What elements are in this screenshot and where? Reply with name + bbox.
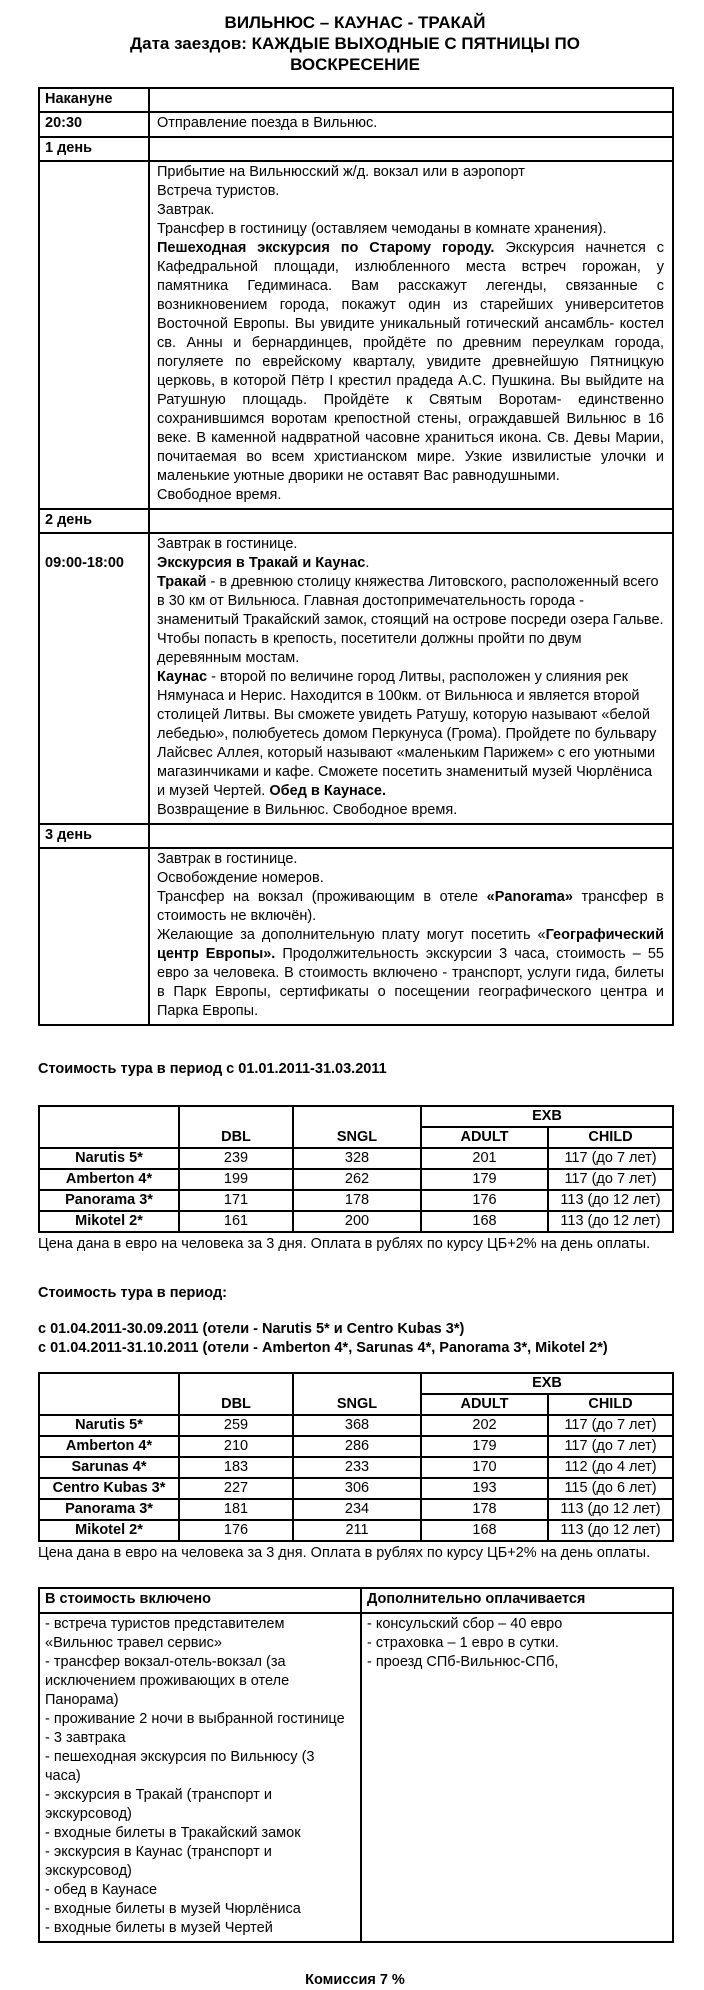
price-row [39, 1457, 673, 1478]
dbl-column-header: DBL [179, 1373, 293, 1415]
price-row [39, 1436, 673, 1457]
dbl-price: 171 [179, 1190, 293, 1211]
pricing2-periods [38, 1320, 672, 1358]
hotel-name: Narutis 5* [39, 1148, 179, 1169]
itinerary-time-cell [39, 161, 149, 509]
price-row [39, 1478, 673, 1499]
text-run: Завтрак. [157, 202, 215, 218]
sngl-price: 328 [293, 1148, 421, 1169]
sngl-price: 234 [293, 1499, 421, 1520]
itinerary-paragraph [157, 573, 664, 668]
pricing1-heading: Стоимость тура в период с 01.01.2011-31.03.2011 [38, 1061, 387, 1077]
exb-child-price: 117 (до 7 лет) [548, 1169, 673, 1190]
exb-adult-price: 193 [421, 1478, 548, 1499]
sngl-column-header: SNGL [293, 1106, 421, 1148]
itinerary-time-cell [39, 112, 149, 137]
itinerary-content-cell [149, 824, 673, 848]
itinerary-paragraph [157, 201, 664, 220]
itinerary-row [39, 161, 673, 509]
dbl-column-header: DBL [179, 1106, 293, 1148]
price-row [39, 1499, 673, 1520]
dbl-price: 239 [179, 1148, 293, 1169]
hotel-name: Mikotel 2* [39, 1520, 179, 1541]
itinerary-time-label: 3 день [45, 827, 93, 843]
exb-adult-price: 168 [421, 1520, 548, 1541]
dbl-price: 161 [179, 1211, 293, 1232]
itinerary-paragraph [157, 668, 664, 801]
dbl-price: 199 [179, 1169, 293, 1190]
exb-child-price: 115 (до 6 лет) [548, 1478, 673, 1499]
text-run: Освобождение номеров. [157, 870, 324, 886]
itinerary-paragraph [157, 220, 664, 239]
price-row [39, 1148, 673, 1169]
itinerary-paragraph [157, 888, 664, 926]
hotel-name: Sarunas 4* [39, 1457, 179, 1478]
text-run: Продолжительность экскурсии 3 часа, стоимость – 55 евро за человека. В стоимость включено - транспорт, услуги гида, билеты в Парк Европы, сертификаты о посещении географического центра и Парка Европы. [157, 946, 664, 1019]
included-header-row [39, 1588, 673, 1613]
title-line-1: ВИЛЬНЮС – КАУНАС - ТРАКАЙ [224, 13, 486, 32]
commission-note: Комиссия 7 % [305, 1972, 405, 1988]
sngl-price: 233 [293, 1457, 421, 1478]
adult-column-header: ADULT [421, 1127, 548, 1148]
itinerary-time-label: 20:30 [45, 115, 83, 131]
exb-child-price: 113 (до 12 лет) [548, 1520, 673, 1541]
itinerary-table [38, 87, 674, 1026]
price-row [39, 1520, 673, 1541]
itinerary-time-cell [39, 824, 149, 848]
included-item: - пешеходная экскурсия по Вильнюсу (3 часа) [45, 1749, 315, 1784]
included-item: - трансфер вокзал-отель-вокзал (за исключением проживающих в отеле Панорама) [45, 1654, 290, 1708]
itinerary-paragraph [157, 182, 664, 201]
pricing2-note: Цена дана в евро на человека за 3 дня. Оплата в рублях по курсу ЦБ+2% на день оплаты. [38, 1545, 651, 1561]
price-row [39, 1211, 673, 1232]
included-item: - проживание 2 ночи в выбранной гостинице [45, 1711, 345, 1727]
included-item: - входные билеты в Тракайский замок [45, 1825, 301, 1841]
child-column-header: CHILD [548, 1127, 673, 1148]
text-run: Каунас [157, 669, 208, 685]
sngl-price: 178 [293, 1190, 421, 1211]
adult-column-header: ADULT [421, 1394, 548, 1415]
included-item: - экскурсия в Каунас (транспорт и экскурсовод) [45, 1844, 272, 1879]
exb-child-price: 117 (до 7 лет) [548, 1436, 673, 1457]
text-run: Пешеходная экскурсия по Старому городу. [157, 240, 506, 256]
text-run: Возвращение в Вильнюс. Свободное время. [157, 802, 458, 818]
itinerary-paragraph [157, 926, 664, 1021]
text-run: Завтрак в гостинице. [157, 851, 298, 867]
text-run: Отправление поезда в Вильнюс. [157, 115, 378, 131]
included-item: - встреча туристов представителем «Вильнюс травел сервис» [45, 1616, 285, 1651]
extra-header: Дополнительно оплачивается [361, 1588, 673, 1613]
itinerary-time-cell [39, 533, 149, 824]
itinerary-time-cell [39, 88, 149, 112]
itinerary-content-cell [149, 533, 673, 824]
hotel-name: Narutis 5* [39, 1415, 179, 1436]
itinerary-time-cell [39, 509, 149, 533]
text-run: - второй по величине город Литвы, расположен у слияния рек Нямунаса и Нерис. Находится в 100км. от Вильнюса и является второй столицей Литвы. Вы сможете увидеть Ратушу, которую называют «белой лебедью», полюбуетесь домом Перкунуса (Грома). Пройдете по бульвару Лайсвес Аллея, который называют «маленьким Парижем» с его уютными магазинчиками и кафе. Сможете посетить знаменитый музей Чюрлёниса и музей Чертей. [157, 669, 657, 799]
dbl-price: 210 [179, 1436, 293, 1457]
price-row [39, 1169, 673, 1190]
itinerary-row [39, 112, 673, 137]
price-row [39, 1415, 673, 1436]
hotel-name: Centro Kubas 3* [39, 1478, 179, 1499]
hotel-column-header [39, 1373, 179, 1415]
itinerary-content-cell [149, 161, 673, 509]
itinerary-time-label: 09:00-18:00 [45, 555, 124, 571]
itinerary-row [39, 137, 673, 161]
pricing-table-1 [38, 1105, 674, 1233]
extra-item: - консульский сбор – 40 евро [367, 1616, 563, 1632]
exb-adult-price: 170 [421, 1457, 548, 1478]
itinerary-row [39, 533, 673, 824]
exb-adult-price: 168 [421, 1211, 548, 1232]
text-run: Трансфер на вокзал (проживающим в отеле [157, 889, 487, 905]
sngl-price: 286 [293, 1436, 421, 1457]
sngl-price: 200 [293, 1211, 421, 1232]
pricing2-period-line: с 01.04.2011-30.09.2011 (отели - Narutis 5* и Centro Kubas 3*) [38, 1321, 465, 1337]
text-run: Прибытие на Вильнюсский ж/д. вокзал или в аэропорт [157, 164, 525, 180]
itinerary-content-cell [149, 88, 673, 112]
itinerary-time-cell [39, 848, 149, 1025]
itinerary-content-cell [149, 137, 673, 161]
included-extra-table [38, 1587, 674, 1943]
itinerary-time-label: 2 день [45, 512, 93, 528]
text-run: Трансфер в гостиницу (оставляем чемоданы в комнате хранения). [157, 221, 607, 237]
sngl-price: 262 [293, 1169, 421, 1190]
text-run: - в древнюю столицу княжества Литовского, расположенный всего в 30 км от Вильнюса. Главная достопримечательность города - знаменитый Тракайский замок, стоящий на острове посреди озера Гальве. Чтобы попасть в крепость, посетители должны пройти по двум деревянным мостам. [157, 574, 664, 666]
exb-child-price: 112 (до 4 лет) [548, 1457, 673, 1478]
dbl-price: 176 [179, 1520, 293, 1541]
hotel-column-header [39, 1106, 179, 1148]
itinerary-row [39, 848, 673, 1025]
title-line-2: Дата заездов: КАЖДЫЕ ВЫХОДНЫЕ С ПЯТНИЦЫ ПО ВОСКРЕСЕНИЕ [130, 34, 580, 74]
itinerary-paragraph [157, 163, 664, 182]
exb-adult-price: 201 [421, 1148, 548, 1169]
itinerary-content-cell [149, 509, 673, 533]
itinerary-paragraph [157, 801, 664, 820]
exb-adult-price: 178 [421, 1499, 548, 1520]
itinerary-paragraph [157, 850, 664, 869]
itinerary-content-cell [149, 848, 673, 1025]
text-run: Экскурсия в Тракай и Каунас [157, 555, 366, 571]
included-body-row [39, 1613, 673, 1942]
included-item: - обед в Каунасе [45, 1882, 158, 1898]
included-item: - 3 завтрака [45, 1730, 126, 1746]
included-item: - входные билеты в музей Чертей [45, 1920, 273, 1936]
pricing-table-2 [38, 1372, 674, 1542]
included-items-cell [39, 1613, 361, 1942]
itinerary-row [39, 88, 673, 112]
text-run: трансфер в стоимость не включён). [157, 889, 664, 924]
pricing2-period-line: с 01.04.2011-31.10.2011 (отели - Amberton 4*, Sarunas 4*, Panorama 3*, Mikotel 2*) [38, 1340, 608, 1356]
itinerary-paragraph [157, 554, 664, 573]
text-run: Завтрак в гостинице. [157, 536, 298, 552]
text-run: Экскурсия начнется с Кафедральной площади, излюбленного места встреч горожан, у памятника Гедиминаса. Вам расскажут легенды, связанные с возникновением города, покажут один из старейших университетов Восточной Европы. Вы увидите уникальный готический ансамбль- костел св. Анны и бернардинцев, пройдёте по древним переулкам города, погуляете по еврейскому кварталу, увидите древнейшую Пятницкую церковь, в которой Пётр I крестил прадеда А.С. Пушкина. Вы выйдите на Ратушную площадь. Пройдёте к Святым Воротам- единственно сохранившимся воротам крепостной стены, ограждавшей Вильнюс в 16 веке. В каменной надвратной часовне храниться икона. Св. Девы Марии, почитаемая во всем христианском мире. Узкие извилистые улочки и маленькие уютные дворики не оставят Вас равнодушными. [157, 240, 664, 484]
text-run: . [365, 555, 370, 571]
hotel-name: Panorama 3* [39, 1499, 179, 1520]
exb-child-price: 117 (до 7 лет) [548, 1415, 673, 1436]
itinerary-time-label: Накануне [45, 91, 113, 107]
exb-child-price: 113 (до 12 лет) [548, 1499, 673, 1520]
document-title [38, 12, 672, 75]
hotel-name: Amberton 4* [39, 1169, 179, 1190]
included-item: - экскурсия в Тракай (транспорт и экскурсовод) [45, 1787, 272, 1822]
itinerary-paragraph [157, 535, 664, 554]
itinerary-paragraph [157, 114, 664, 133]
itinerary-paragraph [157, 869, 664, 888]
exb-adult-price: 179 [421, 1436, 548, 1457]
extra-items-cell [361, 1613, 673, 1942]
sngl-price: 306 [293, 1478, 421, 1499]
sngl-price: 368 [293, 1415, 421, 1436]
text-run: Встреча туристов. [157, 183, 280, 199]
child-column-header: CHILD [548, 1394, 673, 1415]
text-run: Географический центр Европы». [157, 927, 664, 962]
itinerary-row [39, 509, 673, 533]
dbl-price: 259 [179, 1415, 293, 1436]
exb-column-header: EXB [421, 1106, 673, 1127]
dbl-price: 181 [179, 1499, 293, 1520]
dbl-price: 227 [179, 1478, 293, 1499]
exb-adult-price: 179 [421, 1169, 548, 1190]
pricing2-heading: Стоимость тура в период: [38, 1285, 227, 1301]
text-run: Свободное время. [157, 487, 282, 503]
itinerary-content-cell [149, 112, 673, 137]
hotel-name: Panorama 3* [39, 1190, 179, 1211]
extra-item: - страховка – 1 евро в сутки. [367, 1635, 559, 1651]
pricing1-note: Цена дана в евро на человека за 3 дня. Оплата в рублях по курсу ЦБ+2% на день оплаты. [38, 1236, 651, 1252]
itinerary-paragraph [157, 486, 664, 505]
sngl-column-header: SNGL [293, 1373, 421, 1415]
exb-column-header: EXB [421, 1373, 673, 1394]
sngl-price: 211 [293, 1520, 421, 1541]
hotel-name: Mikotel 2* [39, 1211, 179, 1232]
exb-adult-price: 202 [421, 1415, 548, 1436]
itinerary-paragraph [157, 239, 664, 486]
text-run: Желающие за дополнительную плату могут посетить « [157, 927, 546, 943]
text-run: Обед в Каунасе. [269, 783, 386, 799]
exb-child-price: 113 (до 12 лет) [548, 1190, 673, 1211]
itinerary-time-label: 1 день [45, 140, 93, 156]
price-header-row [39, 1373, 673, 1394]
itinerary-row [39, 824, 673, 848]
exb-adult-price: 176 [421, 1190, 548, 1211]
included-item: - входные билеты в музей Чюрлёниса [45, 1901, 301, 1917]
text-run: Тракай [157, 574, 207, 590]
dbl-price: 183 [179, 1457, 293, 1478]
exb-child-price: 113 (до 12 лет) [548, 1211, 673, 1232]
extra-item: - проезд СПб-Вильнюс-СПб, [367, 1654, 559, 1670]
hotel-name: Amberton 4* [39, 1436, 179, 1457]
included-header: В стоимость включено [39, 1588, 361, 1613]
price-header-row [39, 1106, 673, 1127]
exb-child-price: 117 (до 7 лет) [548, 1148, 673, 1169]
itinerary-time-cell [39, 137, 149, 161]
text-run: «Panorama» [486, 889, 573, 905]
price-row [39, 1190, 673, 1211]
